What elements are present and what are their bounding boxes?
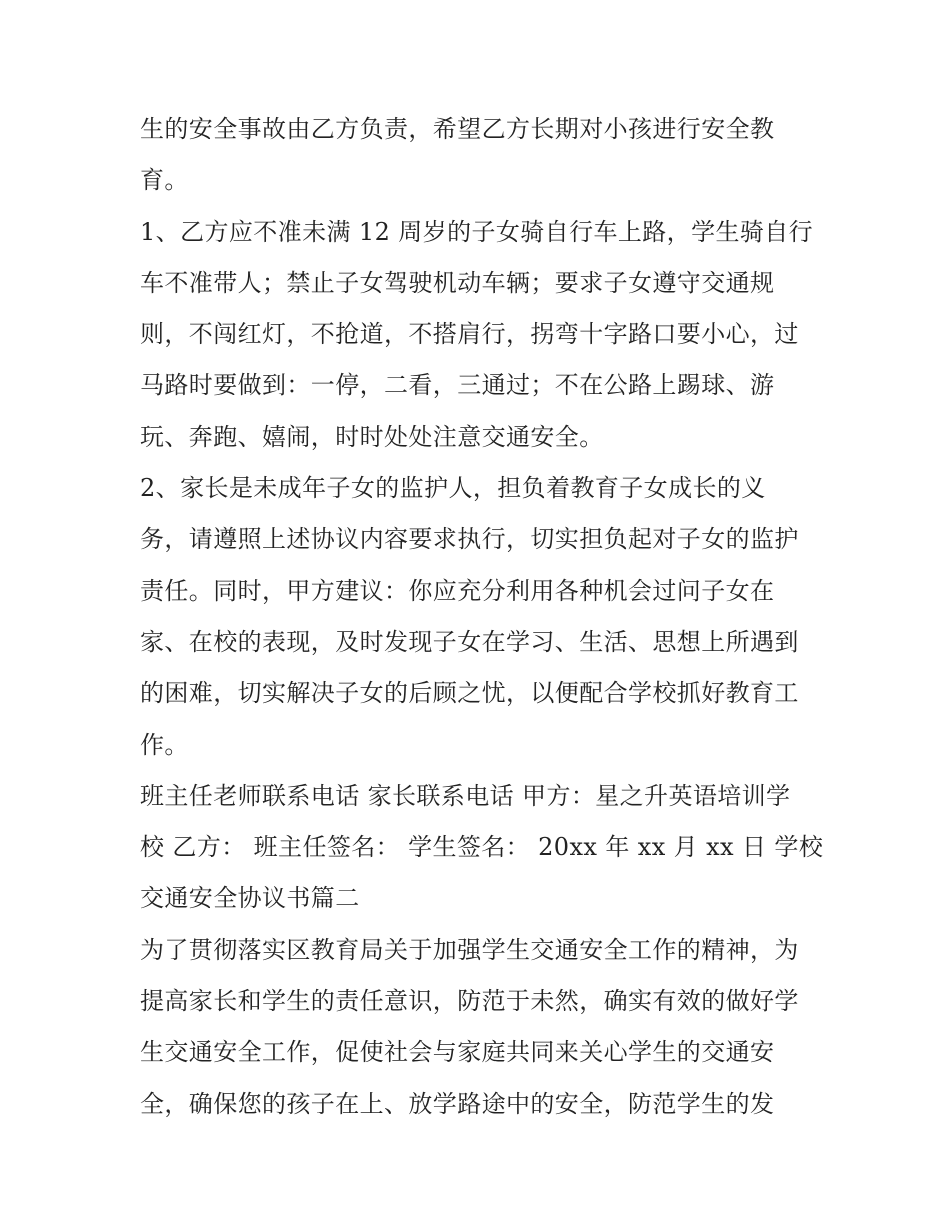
text-line: 1、乙方应不准未满 12 周岁的子女骑自行车上路，学生骑自行 <box>140 217 814 246</box>
text-line: 玩、奔跑、嬉闹，时时处处注意交通安全。 <box>140 422 604 451</box>
document-body <box>140 104 824 1130</box>
section-title: 交通安全协议书篇二 <box>140 884 360 913</box>
text-line: 提高家长和学生的责任意识，防范于未然，确实有效的做好学 <box>140 987 799 1016</box>
text-line: 务，请遵照上述协议内容要求执行，切实担负起对子女的监护 <box>140 525 799 554</box>
text-line: 则，不闯红灯，不抢道，不搭肩行，拐弯十字路口要小心，过 <box>140 320 799 349</box>
text-line: 育。 <box>140 166 189 195</box>
text-line: 校 乙方： 班主任签名： 学生签名： 20xx 年 xx 月 xx 日 学校 <box>140 833 824 862</box>
text-line: 车不准带人；禁止子女驾驶机动车辆；要求子女遵守交通规 <box>140 268 775 297</box>
text-line: 的困难，切实解决子女的后顾之忧，以便配合学校抓好教育工 <box>140 679 799 708</box>
text-line: 班主任老师联系电话 家长联系电话 甲方：星之升英语培训学 <box>140 781 791 810</box>
text-line: 2、家长是未成年子女的监护人，担负着教育子女成长的义 <box>140 474 766 503</box>
text-line: 责任。同时，甲方建议：你应充分利用各种机会过问子女在 <box>140 576 775 605</box>
text-line: 为了贯彻落实区教育局关于加强学生交通安全工作的精神，为 <box>140 935 799 964</box>
text-line: 生交通安全工作，促使社会与家庭共同来关心学生的交通安 <box>140 1038 775 1067</box>
text-line: 家、在校的表现，及时发现子女在学习、生活、思想上所遇到 <box>140 627 799 656</box>
text-line: 全，确保您的孩子在上、放学路途中的安全，防范学生的发 <box>140 1089 775 1118</box>
text-line: 生的安全事故由乙方负责，希望乙方长期对小孩进行安全教 <box>140 115 775 143</box>
text-line: 马路时要做到：一停，二看，三通过；不在公路上踢球、游 <box>140 371 775 400</box>
text-line: 作。 <box>140 730 189 759</box>
